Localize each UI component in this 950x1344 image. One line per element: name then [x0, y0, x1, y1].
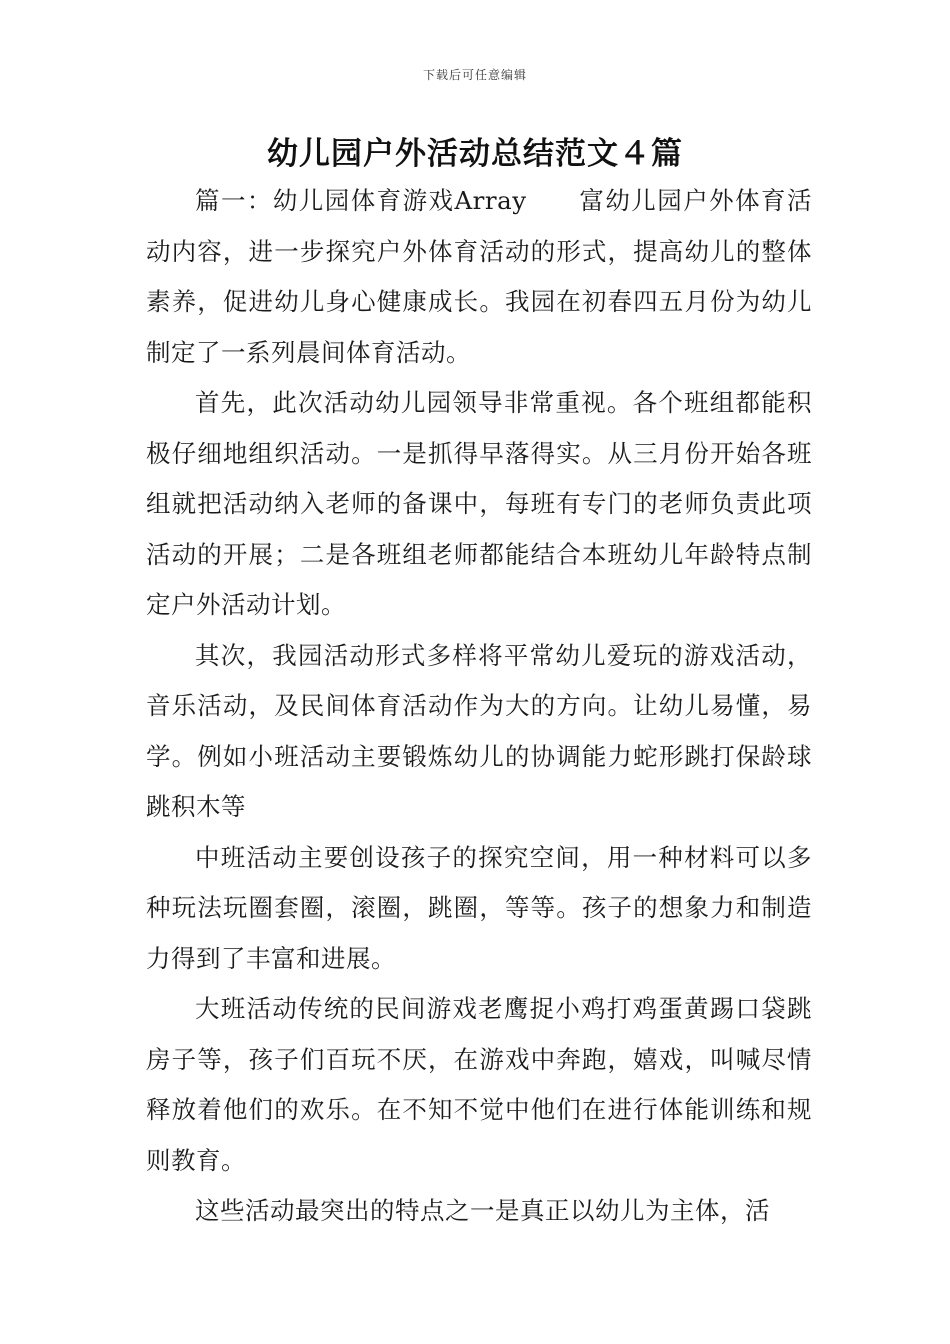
header-note: 下载后可任意编辑 [422, 68, 527, 82]
paragraph-5: 大班活动传统的民间游戏老鹰捉小鸡打鸡蛋黄踢口袋跳房子等，孩子们百玩不厌，在游戏中奔跑，嬉戏，叫喊尽情释放着他们的欢乐。在不知不觉中他们在进行体能训练和规则教育。 [146, 994, 812, 1175]
paragraph-4: 中班活动主要创设孩子的探究空间，用一种材料可以多种玩法玩圈套圈，滚圈，跳圈，等等。孩子的想象力和制造力得到了丰富和进展。 [146, 842, 812, 973]
paragraph-2: 首先，此次活动幼儿园领导非常重视。各个班组都能积极仔细地组织活动。一是抓得早落得实。从三月份开始各班组就把活动纳入老师的备课中，每班有专门的老师负责此项活动的开展；二是各班组老师都能结合本班幼儿年龄特点制定户外活动计划。 [146, 388, 812, 619]
document-body [146, 176, 812, 1237]
document-title: 幼儿园户外活动总结范文４篇 [267, 136, 683, 172]
paragraph-6: 这些活动最突出的特点之一是真正以幼儿为主体，活 [195, 1196, 770, 1225]
paragraph-1: 篇一：幼儿园体育游戏Array 富幼儿园户外体育活动内容，进一步探究户外体育活动的形式，提高幼儿的整体素养，促进幼儿身心健康成长。我园在初春四五月份为幼儿制定了一系列晨间体育活动。 [146, 186, 812, 367]
paragraph-3: 其次，我园活动形式多样将平常幼儿爱玩的游戏活动，音乐活动，及民间体育活动作为大的方向。让幼儿易懂，易学。例如小班活动主要锻炼幼儿的协调能力蛇形跳打保龄球跳积木等 [146, 640, 812, 821]
